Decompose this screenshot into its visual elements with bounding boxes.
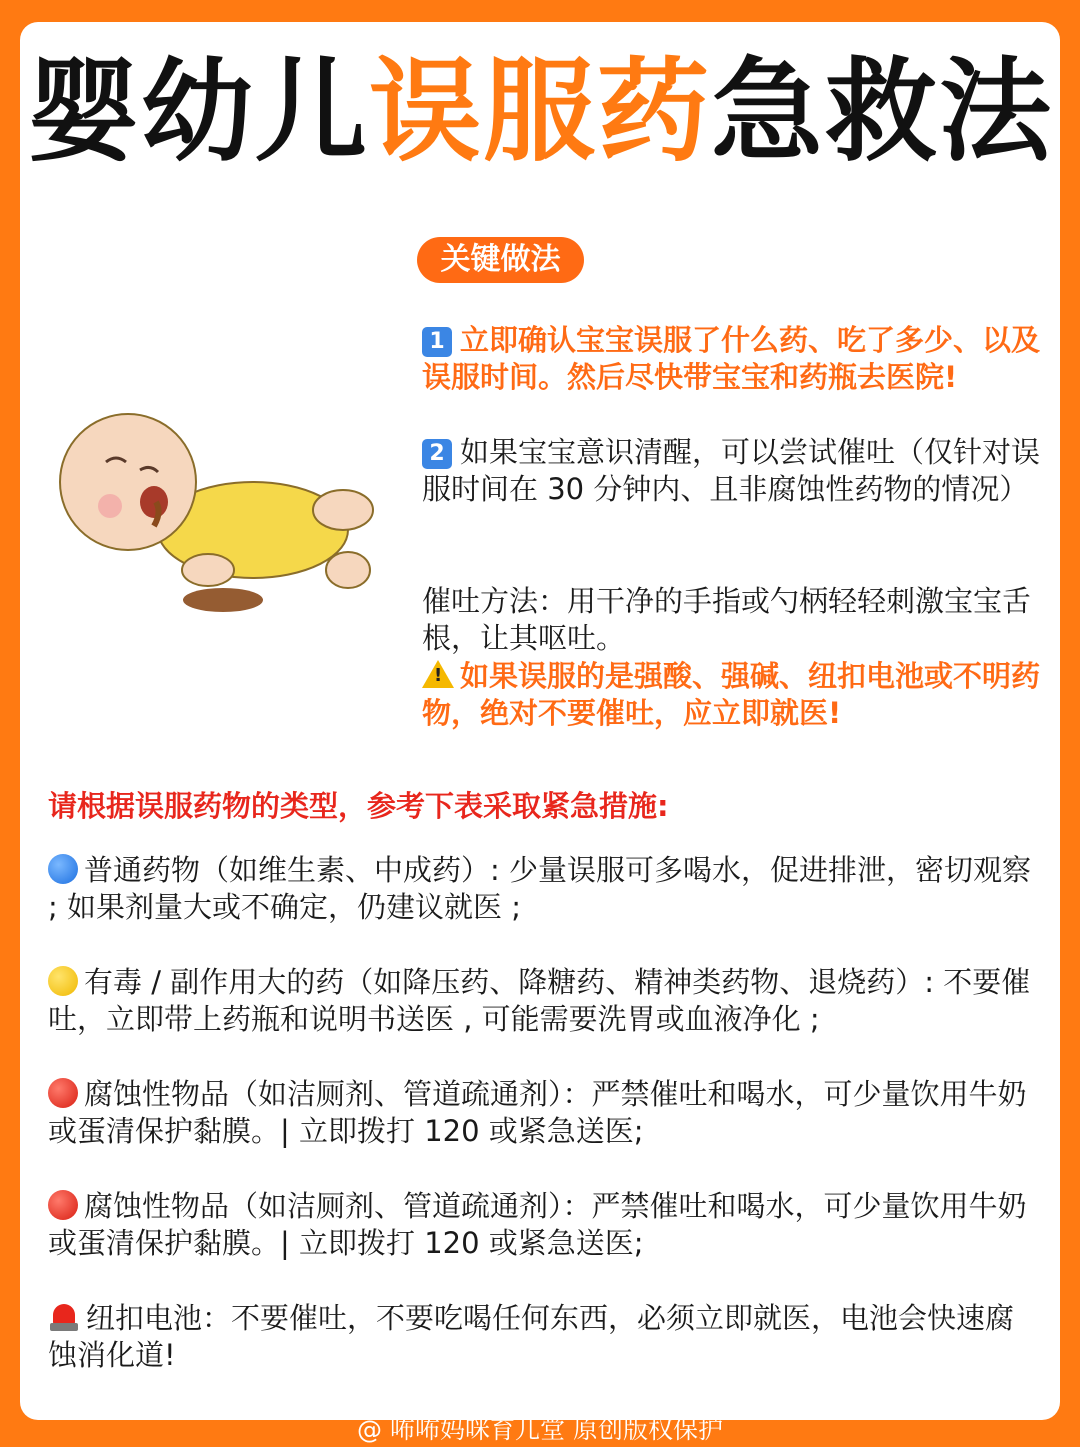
baby-illustration (48, 410, 388, 620)
yellow-circle-icon (48, 966, 78, 996)
siren-icon (48, 1302, 80, 1332)
blue-circle-icon (48, 854, 78, 884)
baby-head (60, 414, 196, 550)
medicine-puddle (183, 588, 263, 612)
red-circle-icon (48, 1190, 78, 1220)
category-text: 纽扣电池：不要催吐，不要吃喝任何东西，必须立即就医，电池会快速腐蚀消化道! (48, 1301, 1015, 1372)
baby-mouth (140, 486, 168, 518)
red-circle-icon (48, 1078, 78, 1108)
vomit-method (422, 583, 1032, 657)
category-item (48, 1188, 1048, 1262)
step-2-text: 如果宝宝意识清醒，可以尝试催吐（仅针对误服时间在 30 分钟内、且非腐蚀性药物的情况） (422, 435, 1041, 506)
warning-text: 如果误服的是强酸、强碱、纽扣电池或不明药物，绝对不要催吐，应立即就医! (422, 659, 1041, 730)
baby-cheek (98, 494, 122, 518)
category-text: 普通药物（如维生素、中成药）: 少量误服可多喝水，促进排泄，密切观察 ; 如果剂量大或不确定，仍建议就医 ; (48, 853, 1031, 924)
number-2-icon: 2 (422, 439, 452, 469)
category-item (48, 964, 1043, 1038)
baby-foot (326, 552, 370, 588)
title-part1: 婴幼儿 (27, 47, 369, 177)
warning-icon: ! (422, 660, 454, 688)
vomit-method-text: 催吐方法：用干净的手指或勺柄轻轻刺激宝宝舌根，让其呕吐。 (422, 584, 1032, 655)
baby-leg (313, 490, 373, 530)
category-text: 腐蚀性物品（如洁厕剂、管道疏通剂）：严禁催吐和喝水，可少量饮用牛奶或蛋清保护黏膜。| 立即拨打 120 或紧急送医; (48, 1077, 1027, 1148)
intro-text: 请根据误服药物的类型，参考下表采取紧急措施: (48, 789, 669, 823)
step-1-text: 立即确认宝宝误服了什么药、吃了多少、以及误服时间。然后尽快带宝宝和药瓶去医院! (422, 323, 1041, 394)
footer-watermark: @ 咘咘妈咪育儿堂 原创版权保护 (357, 1415, 723, 1444)
category-item (48, 1076, 1048, 1150)
page-title (0, 47, 1080, 177)
title-highlight: 误服药 (369, 47, 711, 177)
category-item (48, 1300, 1038, 1374)
category-text: 有毒 / 副作用大的药（如降压药、降糖药、精神类药物、退烧药）: 不要催吐，立即带上药瓶和说明书送医 , 可能需要洗胃或血液净化 ; (48, 965, 1031, 1036)
step-1 (422, 322, 1062, 396)
baby-arm (182, 554, 234, 586)
title-part3: 急救法 (711, 47, 1053, 177)
number-1-icon: 1 (422, 327, 452, 357)
warning (422, 658, 1062, 732)
category-item (48, 852, 1043, 926)
step-2 (422, 434, 1047, 508)
key-method-badge: 关键做法 (417, 237, 584, 283)
category-text: 腐蚀性物品（如洁厕剂、管道疏通剂）：严禁催吐和喝水，可少量饮用牛奶或蛋清保护黏膜。| 立即拨打 120 或紧急送医; (48, 1189, 1027, 1260)
